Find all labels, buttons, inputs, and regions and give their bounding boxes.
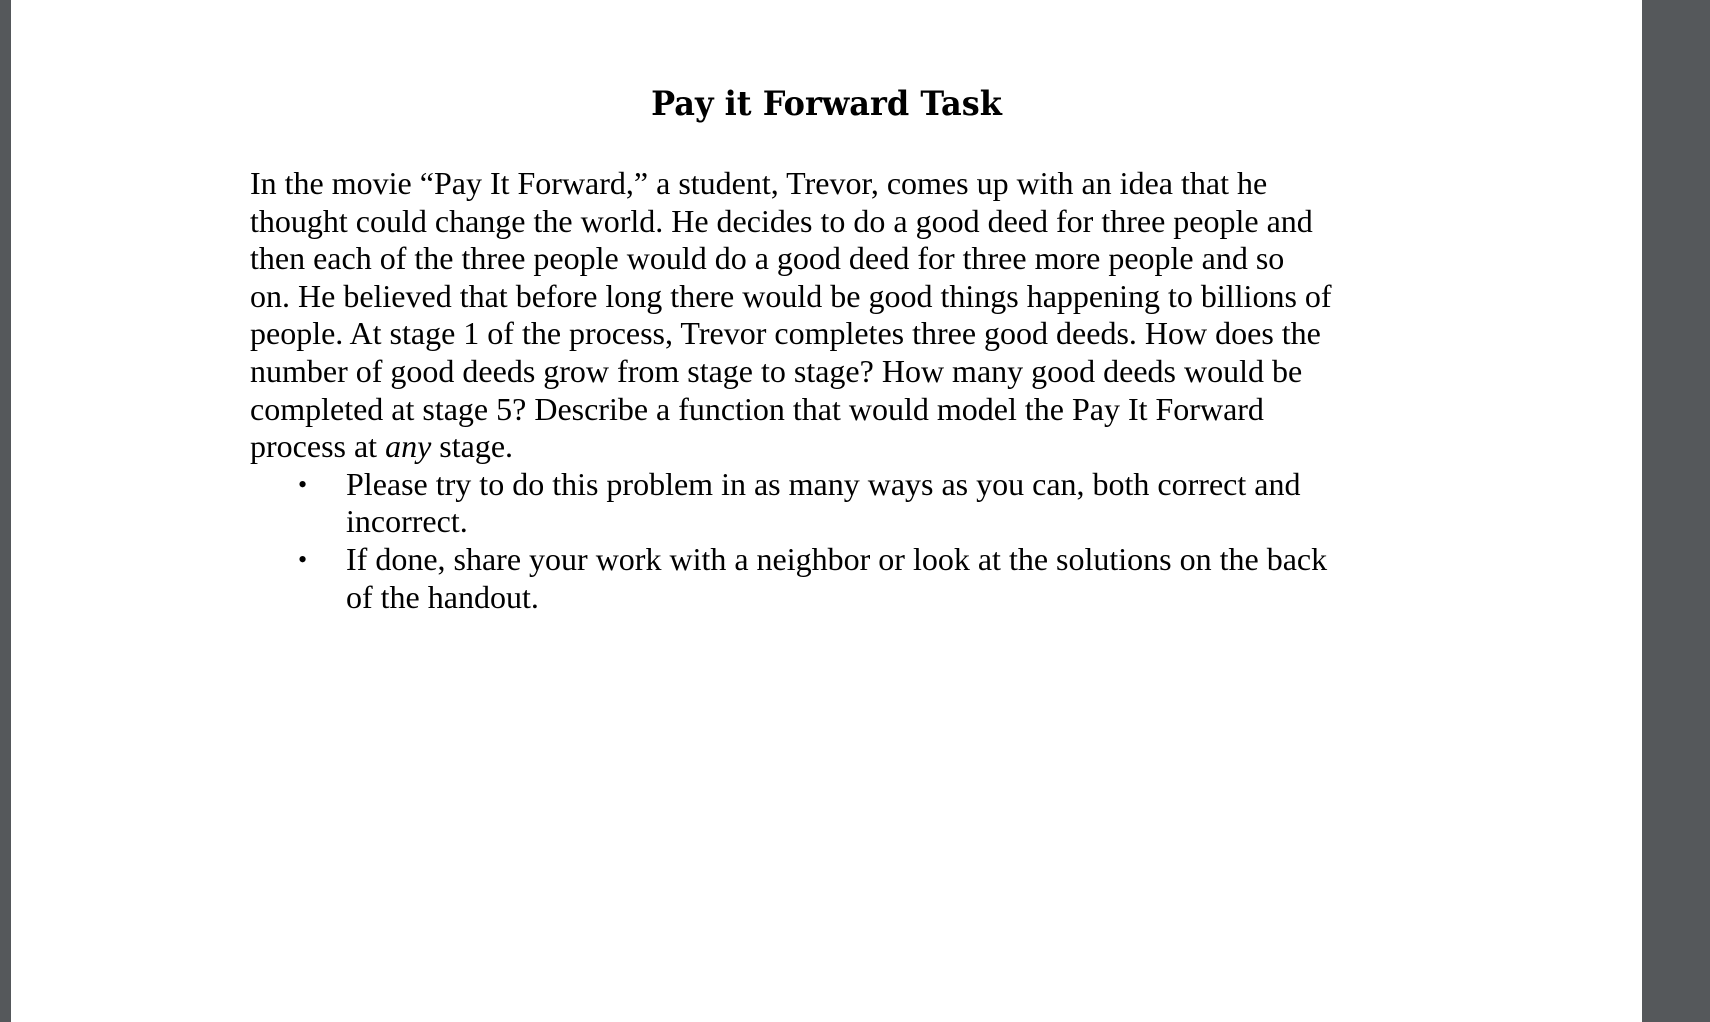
task-paragraph	[250, 165, 1470, 466]
document-body	[250, 165, 1470, 616]
paragraph-last-line	[250, 428, 513, 464]
paragraph-line: In the movie “Pay It Forward,” a student, Trevor, comes up with an idea that he	[250, 165, 1268, 201]
document-page	[11, 0, 1642, 1022]
instruction-list	[250, 466, 1470, 616]
viewer-scrollbar[interactable]	[1642, 0, 1710, 1022]
paragraph-line: then each of the three people would do a good deed for three more people and so	[250, 240, 1285, 277]
last-line-after: stage.	[431, 428, 514, 465]
paragraph-line: completed at stage 5? Describe a function that would model the Pay It Forward	[250, 390, 1264, 427]
instruction-line: If done, share your work with a neighbor or look at the solutions on the back	[346, 540, 1328, 577]
paragraph-line: thought could change the world. He decides to do a good deed for three people and	[250, 202, 1313, 239]
instruction-item	[250, 466, 1470, 541]
paragraph-line: number of good deeds grow from stage to stage? How many good deeds would be	[250, 352, 1303, 389]
bullet-icon: •	[298, 544, 308, 574]
instruction-line: incorrect.	[346, 503, 468, 540]
last-line-before: process at	[250, 428, 386, 465]
emphasis-word: any	[385, 428, 432, 465]
instruction-line: Please try to do this problem in as many ways as you can, both correct and	[346, 465, 1301, 502]
paragraph-line: people. At stage 1 of the process, Trevor completes three good deeds. How does the	[250, 315, 1321, 352]
instruction-item	[250, 541, 1470, 616]
document-title: Pay it Forward Task	[651, 84, 1002, 124]
instruction-line: of the handout.	[346, 578, 539, 615]
bullet-icon: •	[298, 469, 308, 499]
paragraph-line: on. He believed that before long there would be good things happening to billions of	[250, 277, 1332, 314]
